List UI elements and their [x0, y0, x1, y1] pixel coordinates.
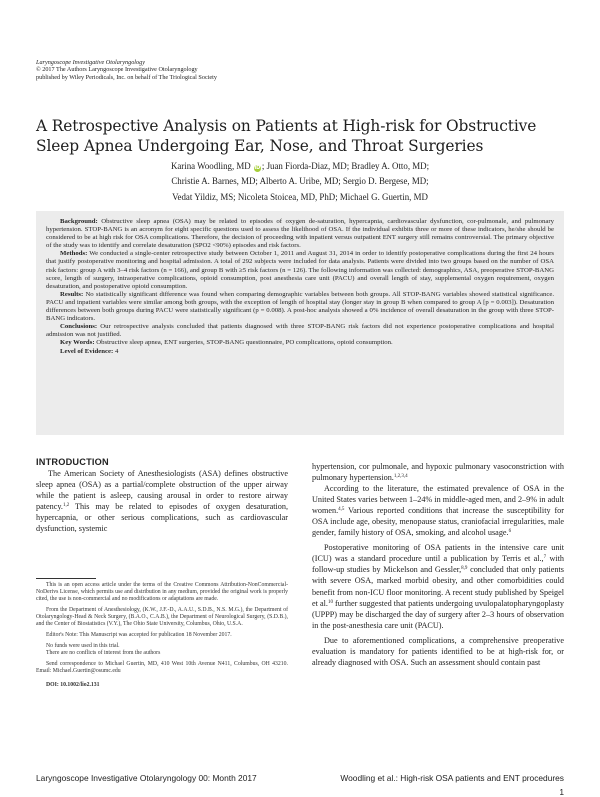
citation-ref[interactable]: 1,2 — [62, 503, 70, 509]
page-number: 1 — [559, 787, 564, 797]
copyright-line: © 2017 The Authors Laryngoscope Investigative Otolaryngology — [36, 66, 198, 74]
conclusions-text: Our retrospective analysis concluded that patients diagnosed with three STOP-BANG risk factors did not experience postoperative complications and hospital admission was not justified. — [46, 323, 554, 339]
footnote-editor: Editor's Note: This Manuscript was accepted for publication 18 November 2017. — [46, 632, 232, 639]
intro-continued: hypertension, cor pulmonale, and hypoxic pulmonary vasoconstriction with pulmonary hypertension.$^{1,2,3,4}$ — [312, 462, 564, 483]
footnote-license: This is an open access article under the terms of the Creative Commons Attribution-NonCommercial-NoDerivs License, which permits use and distribution in any medium, provided the original work is properly cited, the use is non-commercial and no modifications or adaptations are made. — [36, 582, 288, 603]
abstract-conclusions — [46, 323, 554, 339]
intro-paragraph-1: The American Society of Anesthesiologists (ASA) defines obstructive sleep apnea (OSA) as a partial/complete obstruction of the upper airway while the patient is asleep, causing arousal in order to restore airway patency.$^{1,2}$ This may be related to episodes of oxygen desaturation, hypercapnia, or other serious complications, such as cardiovascular dysfunction, systemic — [36, 469, 288, 534]
running-footer-left: Laryngoscope Investigative Otolaryngology 00: Month 2017 — [36, 773, 257, 783]
citation-ref[interactable]: 8,9 — [461, 566, 468, 572]
level-value: 4 — [114, 347, 119, 355]
footnote-funds: No funds were used in this trial. — [46, 643, 120, 650]
journal-name: Laryngoscope Investigative Otolaryngology — [36, 59, 145, 66]
publisher-line: published by Wiley Periodicals, Inc. on behalf of The Triological Society — [36, 73, 217, 81]
abstract-methods — [46, 250, 554, 290]
footnote-conflicts: There are no conflicts of interest from the authors — [46, 650, 161, 657]
citation-ref[interactable]: 6 — [508, 529, 512, 535]
citation-ref[interactable]: 4,5 — [338, 507, 345, 513]
authors-line1: ; Juan Fiorda-Diaz, MD; Bradley A. Otto, MD; — [261, 161, 430, 171]
footnote-rule — [36, 578, 96, 579]
intro-paragraph-3: Postoperative monitoring of OSA patients in the intensive care unit (ICU) was a standard procedure until a publication by Terris et al.,$^7$ with follow-up studies by Mickelson and Gessler,$^{8,9}$ concluded that only patients with severe OSA, marked morbid obesity, and other comorbidities could benefit from non-ICU floor monitoring. A recent study published by Speigel et al.$^{10}$ further suggested that patients undergoing uvulopalatopharyngoplasty (UPPP) may be discharged the day of surgery after 2–3 hours of observation in the post-anesthesia care unit (PACU). — [312, 543, 564, 630]
keywords-label: Key Words: — [60, 339, 95, 347]
footnotes — [36, 582, 288, 693]
running-footer-right: Woodling et al.: High-risk OSA patients and ENT procedures — [340, 773, 564, 783]
column-left — [36, 457, 288, 534]
background-text: Obstructive sleep apnea (OSA) may be related to episodes of oxygen de-saturation, hypercapnia, cardiovascular dysfunction, cor-pulmonale, and pulmonary hypertension. STOP-BANG is an acronym for eight specific questions used to assess the likelihood of OSA. If the individual exhibits three or more of these indicators, he/she should be considered to be at high risk for OSA complications. Therefore, the decision of proceeding with inpatient versus outpatient ENT surgery still remains controversial. The primary objective of the study was to identify and correlate desaturation (SPO2 <90%) episodes and risk factors. — [46, 218, 554, 250]
abstract-keywords — [46, 339, 554, 347]
article-title: A Retrospective Analysis on Patients at High-risk for Obstructive Sleep Apnea Undergoing Ear, Nose, and Throat Surgeries — [36, 117, 537, 156]
intro-paragraph-4: Due to aforementioned complications, a comprehensive preoperative evaluation is mandatory for patients identified to be at high-risk for, or already diagnosed with OSA. Such an assessment should contain past — [312, 635, 564, 667]
footnote-correspondence: Send correspondence to Michael Guertin, MD, 410 West 10th Avenue N411, Columbus, OH 43210. Email: Michael.Guertin@osumc.edu — [36, 661, 288, 675]
abstract-background — [46, 218, 554, 250]
citation-ref[interactable]: 10 — [327, 599, 333, 605]
level-label: Level of Evidence: — [60, 347, 114, 355]
author-list — [40, 159, 560, 205]
orcid-icon[interactable]: iD — [254, 165, 261, 171]
citation-ref[interactable]: 7 — [543, 555, 547, 561]
abstract-box — [36, 211, 564, 435]
footnote-affiliation: From the Department of Anesthesiology, (K.W., J.F.-D., A.A.U., S.D.B., N.S. M.G.), the Department of Otolaryngology-Head & Neck Surgery, (B.A.O., C.A.B.), the Department of Neurological Surgery, (S.D.B.), and the Center of Biostatistics (V.Y.), The Ohio State University, Columbus, Ohio, U.S.A. — [36, 607, 288, 628]
footnote-doi[interactable]: DOI: 10.1002/lio2.131 — [46, 681, 100, 688]
author-first: Karina Woodling, MD — [170, 161, 251, 171]
journal-header — [36, 59, 217, 81]
methods-label: Methods: — [60, 250, 88, 258]
intro-paragraph-2: According to the literature, the estimated prevalence of OSA in the United States varies between 1–24% in middle-aged men, and 2–9% in adult women.$^{4,5}$ Various reported conditions that increase the susceptibility for OSA include age, obesity, menopause status, craniofacial irregularities, male gender, family history of OSA, smoking, and alcohol usage.$^6$ — [312, 484, 564, 538]
background-label: Background: — [60, 218, 98, 225]
results-text: No statistically significant difference was found when comparing demographic variables between both groups. All STOP-BANG variables showed statistical significance. PACU and inpatient variables were similar among both groups, with the exception of length of hospital stay (longer stay in group B when compared to group A [p = 0.003]). Desaturation differences between both groups during PACU were statistically significant (p = 0.008). A post-hoc analysis showed a 0% incidence of overall desaturation in the group with three STOP-BANG indicators. — [46, 290, 555, 323]
conclusions-label: Conclusions: — [60, 323, 98, 331]
authors-line2: Christie A. Barnes, MD; Alberto A. Uribe, MD; Sergio D. Bergese, MD; — [171, 176, 429, 187]
abstract-level — [46, 348, 554, 356]
keywords-text: Obstructive sleep apnea, ENT surgeries, STOP-BANG questionnaire, PO complications, opioid consumption. — [96, 339, 393, 347]
abstract-results — [46, 291, 554, 323]
citation-ref[interactable]: 1,2,3,4 — [393, 474, 408, 480]
results-label: Results: — [60, 290, 84, 298]
section-heading-introduction: INTRODUCTION — [36, 457, 109, 467]
methods-text: We conducted a single-center retrospective study between October 1, 2011 and August 31, 2014 in order to identify postoperative complications during the first 24 hours that justify postoperative monitoring and hospital admission. A total of 292 subjects were included for data analysis. Patients were divided into two groups based on the number of OSA risk factors: group A with 3–4 risk factors (n = 166), and group B with ≥5 risk factors (n = 126). The following information was collected: demographics, ASA, preoperative STOP-BANG score, length of surgery, intraoperative complications, opioid consumption, post anesthesia care unit (PACU) and overall length of stay, supplemental oxygen requirement, oxygen desaturation, and postoperative opioid consumption. — [46, 250, 554, 290]
column-right — [312, 461, 564, 668]
authors-line3: Vedat Yildiz, MS; Nicoleta Stoicea, MD, PhD; Michael G. Guertin, MD — [172, 191, 428, 202]
